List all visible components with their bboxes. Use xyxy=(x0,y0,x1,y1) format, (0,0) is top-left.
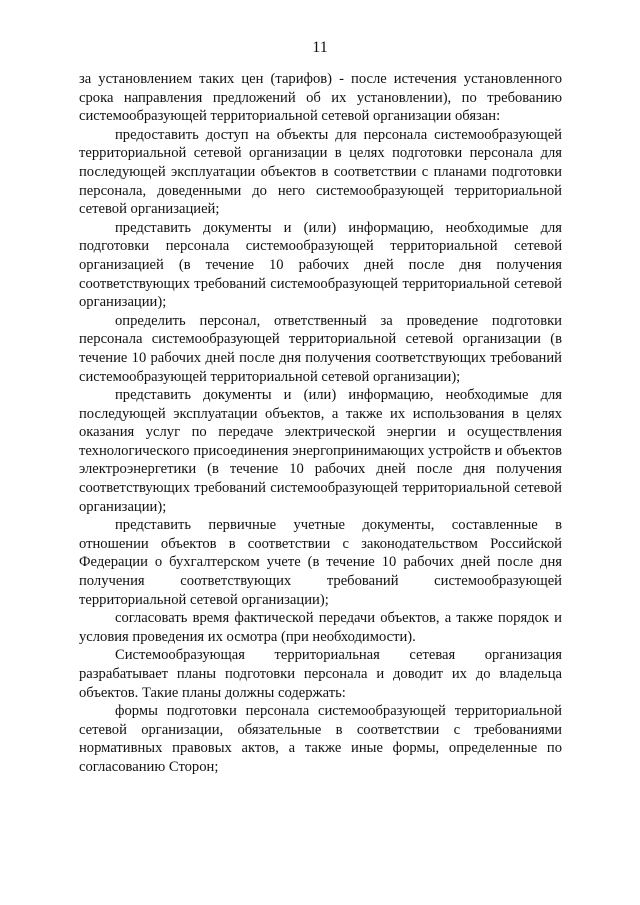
paragraph-agree-transfer-time: согласовать время фактической передачи объектов, а также порядок и условия проведения их осмотра (при необходимости). xyxy=(79,610,562,645)
paragraph-designate-personnel: определить персонал, ответственный за проведение подготовки персонала системообразующей территориальной сетевой организации (в течение 10 рабочих дней после дня получения соответствующих требований системообразующей территориальной сетевой организации); xyxy=(79,312,562,385)
paragraph-training-forms: формы подготовки персонала системообразующей территориальной сетевой организации, обязательные в соответствии с требованиями нормативных правовых актов, а также иные формы, определенные по согласованию Сторон; xyxy=(79,703,562,775)
page-number: 11 xyxy=(312,39,328,56)
document-body xyxy=(79,70,562,777)
paragraph-submit-documents-training: представить документы и (или) информацию, необходимые для подготовки персонала системообразующей территориальной сетевой организацией (в течение 10 рабочих дней после дня получения соответствующих требований системообразующей территориальной сетевой организации); xyxy=(79,219,562,311)
paragraph-training-plans: Системообразующая территориальная сетевая организация разрабатывает планы подготовки персонала и доводит их до владельца объектов. Такие планы должны содержать: xyxy=(79,647,562,701)
paragraph-primary-accounting-documents: представить первичные учетные документы, составленные в отношении объектов в соответствии с законодательством Российской Федерации о бухгалтерском учете (в течение 10 рабочих дней после дня получения соответствующих требований системообразующей территориальной сетевой организации); xyxy=(79,517,562,608)
paragraph-provide-access: предоставить доступ на объекты для персонала системообразующей территориальной сетевой организации в целях подготовки персонала для последующей эксплуатации объектов в соответствии с планами подготовки персонала, доведенными до него системообразующей территориальной сетевой организацией; xyxy=(79,126,562,218)
paragraph-submit-documents-operation: представить документы и (или) информацию, необходимые для последующей эксплуатации объектов, а также их использования в целях оказания услуг по передаче электрической энергии и осуществления технологического присоединения энергопринимающих устройств и объектов электроэнергетики (в течение 10 рабочих дней после дня получения соответствующих требований системообразующей территориальной сетевой организации); xyxy=(79,387,562,515)
paragraph-continuation: за установлением таких цен (тарифов) - после истечения установленного срока направления предложений об их установлении), по требованию системообразующей территориальной сетевой организации обязан: xyxy=(79,71,562,125)
